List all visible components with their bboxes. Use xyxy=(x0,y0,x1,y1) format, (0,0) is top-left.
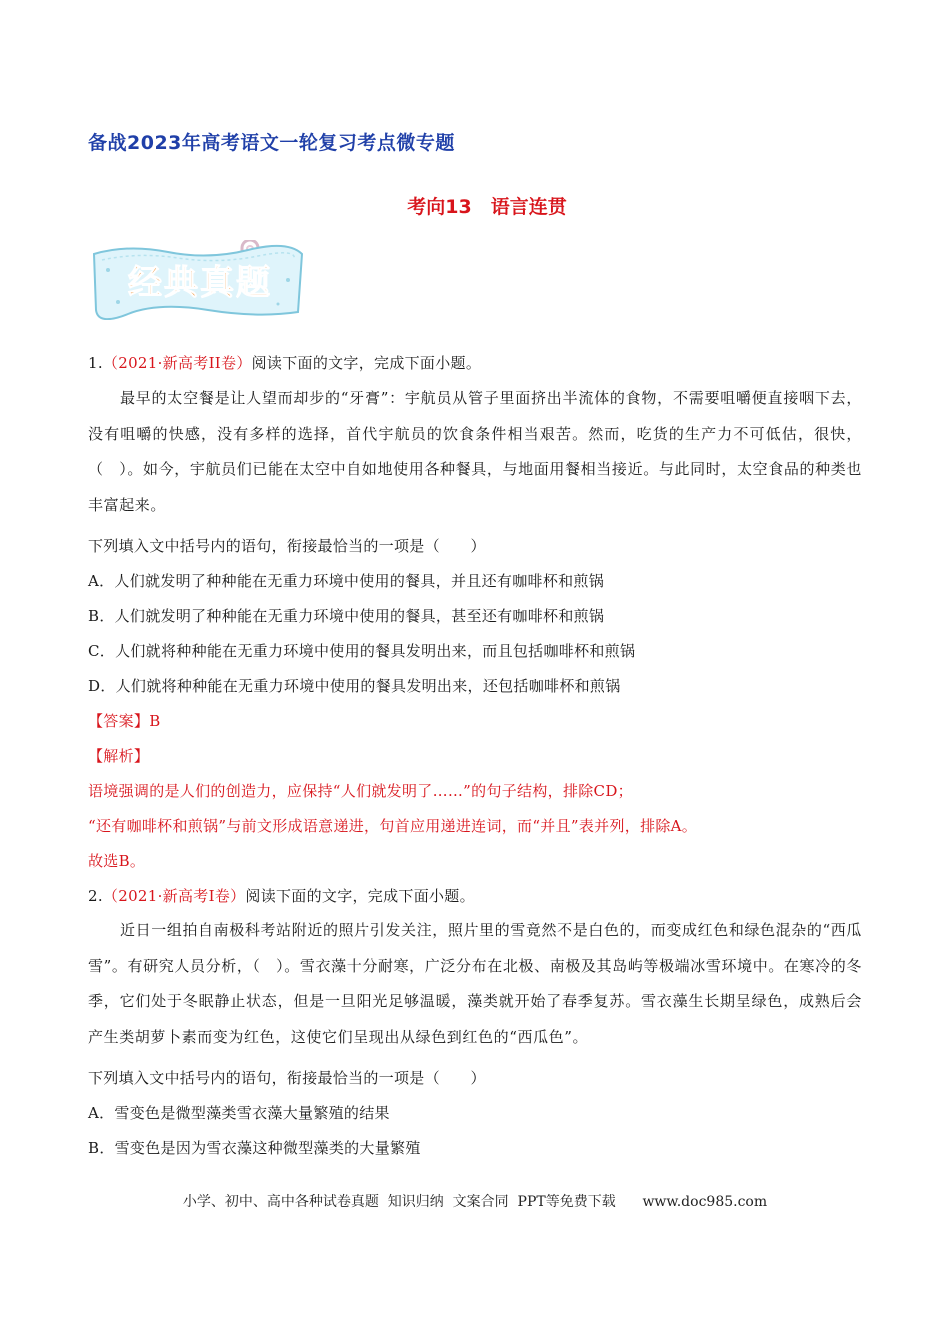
question-2-stem: 下列填入文中括号内的语句，衔接最恰当的一项是（ ） xyxy=(88,1069,486,1087)
analysis-line-3: 故选B。 xyxy=(88,852,146,870)
question-1-header xyxy=(88,352,481,373)
question-1-stem: 下列填入文中括号内的语句，衔接最恰当的一项是（ ） xyxy=(88,537,486,555)
section-banner xyxy=(88,240,308,320)
option-d: D．人们就将种种能在无重力环境中使用的餐具发明出来，还包括咖啡杯和煎锅 xyxy=(88,677,621,695)
question-number: 1. xyxy=(88,354,103,372)
answer-label: 【答案】B xyxy=(88,712,161,730)
option-c: C．人们就将种种能在无重力环境中使用的餐具发明出来，而且包括咖啡杯和煎锅 xyxy=(88,642,636,660)
question-instruction: 阅读下面的文字，完成下面小题。 xyxy=(245,887,475,905)
main-title: 考向13 语言连贯 xyxy=(407,196,567,218)
analysis-line-1: 语境强调的是人们的创造力，应保持“人们就发明了……”的句子结构，排除CD； xyxy=(88,782,633,800)
question-2-header xyxy=(88,885,475,906)
question-source: （2021·新高考II卷） xyxy=(102,354,252,372)
question-1-passage: 最早的太空餐是让人望而却步的“牙膏”：宇航员从管子里面挤出半流体的食物，不需要咀嚼便直接咽下去，没有咀嚼的快感，没有多样的选择，首代宇航员的饮食条件相当艰苦。然而，吃货的生产力不可低估，很快，（ ）。如今，宇航员们已能在太空中自如地使用各种餐具，与地面用餐相当接近。与此同时，太空食品的种类也丰富起来。 xyxy=(88,389,862,514)
banner-label: 经典真题 xyxy=(128,263,272,303)
series-title: 备战2023年高考语文一轮复习考点微专题 xyxy=(88,132,455,154)
option-a: A．人们就发明了种种能在无重力环境中使用的餐具，并且还有咖啡杯和煎锅 xyxy=(88,572,605,590)
option-a: A．雪变色是微型藻类雪衣藻大量繁殖的结果 xyxy=(88,1104,390,1122)
question-source: （2021·新高考I卷） xyxy=(102,887,246,905)
analysis-line-2: “还有咖啡杯和煎锅”与前文形成语意递进，句首应用递进连词，而“并且”表并列，排除A。 xyxy=(88,817,698,835)
question-2-passage: 近日一组拍自南极科考站附近的照片引发关注，照片里的雪竟然不是白色的，而变成红色和绿色混杂的“西瓜雪”。有研究人员分析，（ ）。雪衣藻十分耐寒，广泛分布在北极、南极及其岛屿等极端冰雪环境中。在寒冷的冬季，它们处于冬眠静止状态，但是一旦阳光足够温暖，藻类就开始了春季复苏。雪衣藻生长期呈绿色，成熟后会产生类胡萝卜素而变为红色，这使它们呈现出从绿色到红色的“西瓜色”。 xyxy=(88,921,862,1046)
option-b: B．雪变色是因为雪衣藻这种微型藻类的大量繁殖 xyxy=(88,1139,421,1157)
question-number: 2. xyxy=(88,887,103,905)
option-b: B．人们就发明了种种能在无重力环境中使用的餐具，甚至还有咖啡杯和煎锅 xyxy=(88,607,605,625)
banner-graphic xyxy=(88,240,308,320)
question-instruction: 阅读下面的文字，完成下面小题。 xyxy=(251,354,482,372)
analysis-label: 【解析】 xyxy=(88,747,150,765)
page-footer: 小学、初中、高中各种试卷真题 知识归纳 文案合同 PPT等免费下载 www.doc985.com xyxy=(182,1194,768,1210)
